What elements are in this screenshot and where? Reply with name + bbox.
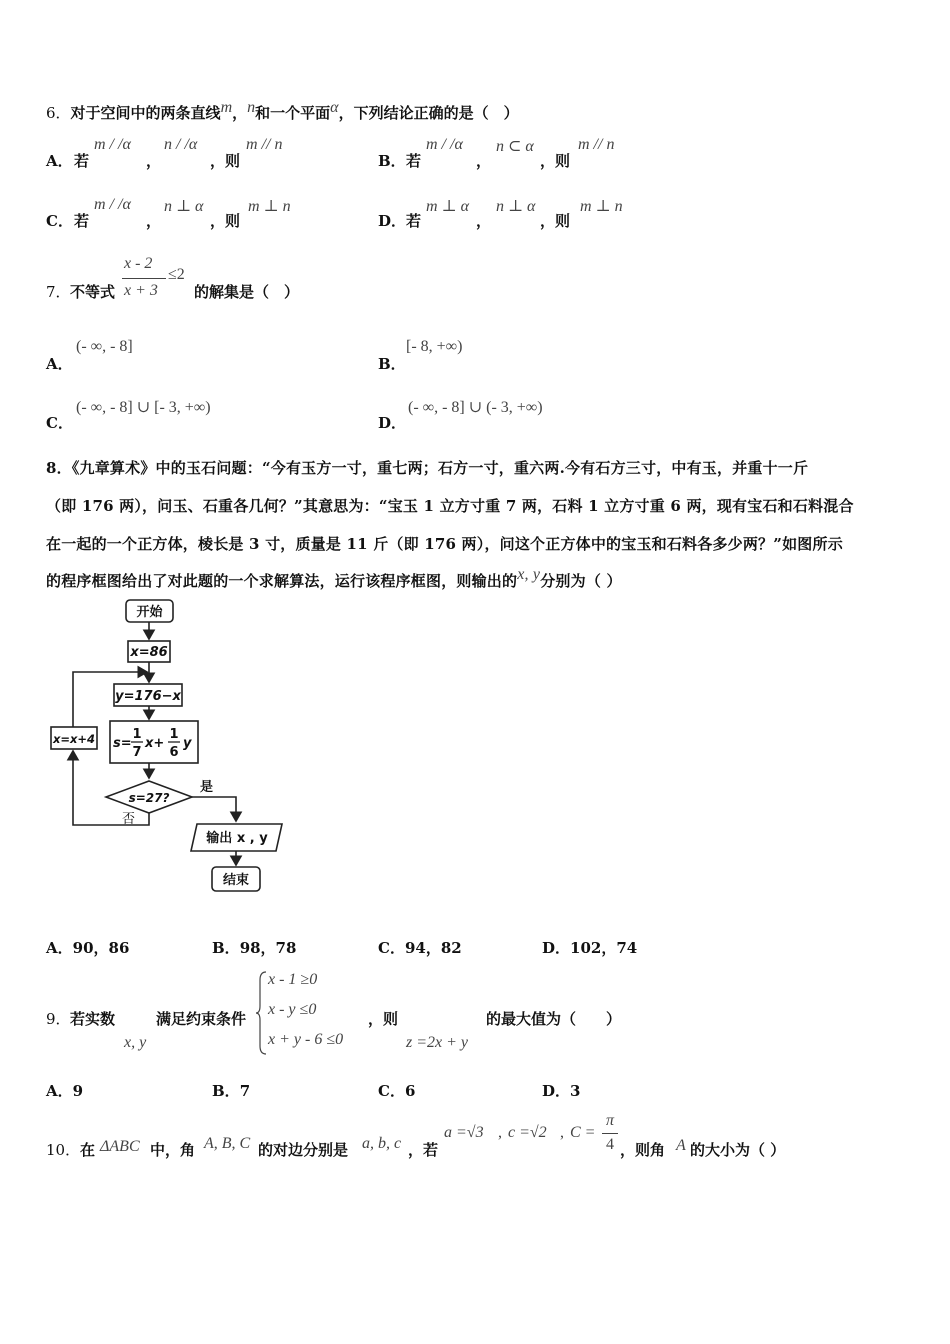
option-label: B． bbox=[378, 152, 406, 170]
option-c-text bbox=[378, 937, 462, 958]
question-6-stem bbox=[46, 99, 519, 123]
stem-text: 的对边分别是 bbox=[258, 1141, 349, 1159]
math-expr: m ⊥ n bbox=[580, 198, 623, 215]
math-expr: n ⊥ α bbox=[496, 198, 536, 215]
constraint-2: x - y ≤0 bbox=[268, 1001, 317, 1018]
option-value: 102，74 bbox=[570, 939, 638, 957]
math-expr: a, b, c bbox=[362, 1135, 402, 1152]
math-expr: n ⊥ α bbox=[164, 198, 204, 215]
math-expr: n / /α bbox=[164, 136, 198, 153]
fraction-denominator: 4 bbox=[606, 1136, 614, 1153]
flow-init-label: x=86 bbox=[130, 645, 168, 660]
flow-end-label: 结束 bbox=[222, 873, 250, 888]
option-value: 94，82 bbox=[404, 939, 462, 957]
option-label: C． bbox=[378, 1082, 405, 1100]
option-value: 7 bbox=[239, 1082, 251, 1100]
math-var: x, y bbox=[517, 566, 541, 583]
math-expr: (- ∞, - 8] bbox=[76, 338, 133, 355]
stem-line: 在一起的一个正方体，棱长是 3 寸，质量是 11 斤（即 176 两），问这个正方体中的宝玉和石料各多少两？”如图所示 bbox=[46, 535, 843, 553]
flow-frac2-num: 1 bbox=[169, 727, 179, 742]
math-var: x, y bbox=[124, 1034, 147, 1051]
option-label: A． bbox=[46, 152, 73, 170]
option-text: ，则 bbox=[210, 152, 241, 170]
option-value: 3 bbox=[570, 1082, 581, 1100]
stem-line: （即 176 两），问玉、石重各几何？”其意思为：“宝玉 1 立方寸重 7 两，石料 1 立方寸重 6 两，现有宝石和石料混合 bbox=[46, 497, 854, 515]
stem-line bbox=[46, 566, 622, 591]
flow-frac1-num: 1 bbox=[132, 727, 142, 742]
flow-start-label: 开始 bbox=[136, 605, 163, 620]
option-d-text bbox=[542, 1080, 580, 1101]
option-label: A． bbox=[46, 1082, 73, 1100]
math-expr: m / /α bbox=[94, 196, 131, 213]
option-label: D． bbox=[378, 212, 407, 230]
option-text: 若 bbox=[406, 212, 422, 230]
option-label: B． bbox=[378, 355, 406, 373]
question-number: 10． bbox=[46, 1141, 81, 1159]
question-number: 7． bbox=[46, 283, 71, 301]
math-expr: m // n bbox=[578, 136, 615, 153]
fraction-denominator: x + 3 bbox=[124, 282, 158, 299]
option-label: C． bbox=[46, 212, 73, 230]
stem-text: ，则角 bbox=[620, 1141, 666, 1159]
option-a-text bbox=[46, 937, 129, 958]
fraction-bar bbox=[602, 1133, 618, 1134]
math-var: n bbox=[247, 99, 256, 116]
stem-text: ，下列结论正确的是（ ） bbox=[338, 104, 519, 122]
stem-text: 在 bbox=[80, 1141, 96, 1159]
math-expr: m / /α bbox=[426, 136, 463, 153]
math-expr: n ⊂ α bbox=[496, 138, 534, 155]
math-expr: A, B, C bbox=[204, 1135, 251, 1152]
flow-frac2-den: 6 bbox=[169, 745, 179, 760]
stem-line: 8．《九章算术》中的玉石问题：“今有玉方一寸，重七两；石方一寸，重六两.今有石方三寸，中有玉，并重十一斤 bbox=[46, 459, 809, 477]
flow-frac1-var: x+ bbox=[145, 736, 165, 751]
option-label: A． bbox=[46, 355, 73, 373]
math-expr: C = bbox=[570, 1124, 596, 1141]
constraint-1: x - 1 ≥0 bbox=[268, 971, 318, 988]
option-d-text bbox=[542, 937, 637, 958]
flow-decision-label: s=27? bbox=[128, 791, 170, 805]
option-text: 若 bbox=[74, 212, 90, 230]
option-label: A． bbox=[46, 939, 73, 957]
stem-text: 的最大值为（ ） bbox=[486, 1010, 622, 1028]
option-c-text bbox=[378, 1080, 415, 1101]
option-value: 6 bbox=[404, 1082, 416, 1100]
math-expr: m / /α bbox=[94, 136, 131, 153]
math-expr: m ⊥ n bbox=[248, 198, 291, 215]
flow-no-label: 否 bbox=[122, 812, 136, 827]
math-var: m bbox=[220, 99, 233, 116]
stem-text: 不等式 bbox=[70, 283, 116, 301]
stem-text: 中，角 bbox=[150, 1141, 196, 1159]
constraint-brace bbox=[256, 970, 268, 1056]
stem-text: ，则 bbox=[368, 1010, 399, 1028]
stem-text: 和一个平面 bbox=[255, 104, 331, 122]
math-expr: ΔABC bbox=[100, 1138, 140, 1155]
stem-text: 的程序框图给出了对此题的一个求解算法，运行该程序框图，则输出的 bbox=[46, 572, 518, 590]
math-expr: m // n bbox=[246, 136, 283, 153]
option-text: ， bbox=[146, 212, 162, 230]
flowchart bbox=[40, 595, 300, 900]
stem-text: 对于空间中的两条直线 bbox=[70, 104, 221, 122]
option-text: 若 bbox=[74, 152, 90, 170]
stem-text: 的大小为（ ） bbox=[690, 1141, 786, 1159]
fraction-bar bbox=[122, 278, 166, 279]
stem-text: ， bbox=[232, 104, 248, 122]
stem-text: 分别为（ ） bbox=[540, 572, 622, 590]
option-label: B． bbox=[212, 1082, 240, 1100]
math-expr: , bbox=[498, 1124, 502, 1141]
option-text: ， bbox=[146, 152, 162, 170]
option-text: ，则 bbox=[540, 212, 571, 230]
fraction-numerator: x - 2 bbox=[124, 255, 153, 272]
stem-text: 若实数 bbox=[70, 1010, 116, 1028]
math-expr: , bbox=[560, 1124, 564, 1141]
math-expr: ≤2 bbox=[168, 266, 185, 283]
math-expr: m ⊥ α bbox=[426, 198, 469, 215]
option-text: ，则 bbox=[540, 152, 571, 170]
flow-yes-label: 是 bbox=[200, 780, 214, 795]
option-label: B． bbox=[212, 939, 240, 957]
option-b-text bbox=[212, 937, 296, 958]
option-text: ，则 bbox=[210, 212, 241, 230]
math-expr: (- ∞, - 8] ∪ (- 3, +∞) bbox=[408, 399, 543, 416]
flow-increment-label: x=x+4 bbox=[52, 732, 96, 746]
stem-text: ，若 bbox=[408, 1141, 439, 1159]
option-a-text bbox=[46, 1080, 83, 1101]
fraction-numerator: π bbox=[606, 1112, 615, 1129]
flow-output-label: 输出 x , y bbox=[206, 831, 268, 846]
option-text: ， bbox=[476, 212, 492, 230]
constraint-3: x + y - 6 ≤0 bbox=[268, 1031, 344, 1048]
math-expr: a =√3 bbox=[444, 1124, 484, 1141]
option-text: 若 bbox=[406, 152, 422, 170]
option-label: D． bbox=[542, 939, 571, 957]
option-text: ， bbox=[476, 152, 492, 170]
option-value: 98，78 bbox=[239, 939, 297, 957]
option-value: 9 bbox=[72, 1082, 84, 1100]
flow-frac1-den: 7 bbox=[132, 745, 142, 760]
math-var: α bbox=[330, 99, 339, 116]
option-label: C． bbox=[46, 414, 73, 432]
flow-frac2-var: y bbox=[183, 736, 192, 751]
stem-text: 满足约束条件 bbox=[156, 1010, 247, 1028]
math-expr: c =√2 bbox=[508, 1124, 547, 1141]
math-expr: [- 8, +∞) bbox=[406, 338, 463, 355]
flow-s-lhs: s= bbox=[113, 736, 132, 751]
option-b-text bbox=[212, 1080, 250, 1101]
flow-assign-y-label: y=176−x bbox=[115, 689, 181, 704]
math-var: A bbox=[676, 1137, 686, 1154]
option-value: 90，86 bbox=[72, 939, 130, 957]
option-label: D． bbox=[378, 414, 407, 432]
math-expr: (- ∞, - 8] ∪ [- 3, +∞) bbox=[76, 399, 211, 416]
option-label: D． bbox=[542, 1082, 571, 1100]
stem-text: 的解集是（ ） bbox=[194, 283, 300, 301]
math-expr: z =2x + y bbox=[406, 1034, 469, 1051]
option-label: C． bbox=[378, 939, 405, 957]
question-number: 6． bbox=[46, 104, 71, 122]
question-number: 9． bbox=[46, 1010, 71, 1028]
